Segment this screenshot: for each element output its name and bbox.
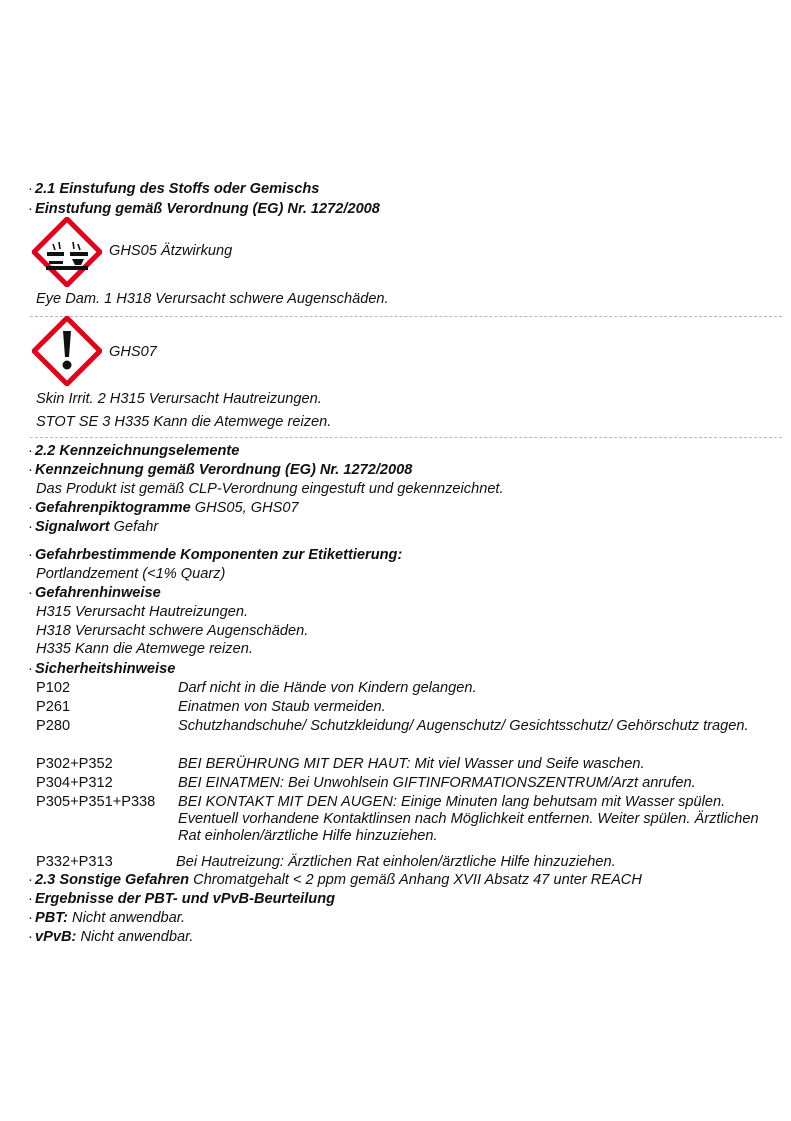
p-text: BEI KONTAKT MIT DEN AUGEN: Einige Minuten lang behutsam mit Wasser spülen. Eventuell vorhandene Kontaktlinsen nach Möglichkeit entfernen. Weiter spülen. Ärztlichen Rat einholen/ärztliche Hilfe hinzuziehen.	[178, 794, 759, 844]
chromate-text: Chromatgehalt < 2 ppm gemäß Anhang XVII Absatz 47 unter REACH	[193, 872, 642, 888]
p-code: P302+P352	[36, 756, 113, 772]
components-heading: · Gefahrbestimmende Komponenten zur Etikettierung:	[28, 547, 403, 563]
section-2-1-subheading: · Einstufung gemäß Verordnung (EG) Nr. 1272/2008	[28, 201, 380, 217]
section-2-3-heading: 2.3 Sonstige Gefahren	[35, 872, 190, 888]
clp-statement: Das Produkt ist gemäß CLP-Verordnung eingestuft und gekennzeichnet.	[36, 481, 504, 497]
h-statement: H335 Kann die Atemwege reizen.	[36, 641, 253, 657]
pictograms-row: · Gefahrenpiktogramme GHS05, GHS07	[28, 500, 299, 516]
ghs07-exclamation-icon	[32, 316, 102, 386]
ghs05-corrosion-icon	[32, 217, 102, 287]
section-2-2-subheading: · Kennzeichnung gemäß Verordnung (EG) Nr. 1272/2008	[28, 462, 413, 478]
section-2-2-heading: · 2.2 Kennzeichnungselemente	[28, 443, 240, 459]
p-code: P102	[36, 680, 71, 696]
hazard-statements-heading: · Gefahrenhinweise	[28, 585, 161, 601]
p-text: BEI EINATMEN: Bei Unwohlsein GIFTINFORMATIONSZENTRUM/Arzt anrufen.	[178, 775, 696, 791]
p-text: Einatmen von Staub vermeiden.	[178, 699, 386, 715]
pictograms-label: Gefahrenpiktogramme	[35, 500, 191, 516]
vpvb-value: Nicht anwendbar.	[80, 929, 194, 945]
p-code: P261	[36, 699, 71, 715]
pbt-value: Nicht anwendbar.	[72, 910, 186, 926]
vpvb-label: vPvB:	[35, 929, 77, 945]
p-text: Bei Hautreizung: Ärztlichen Rat einholen/ärztliche Hilfe hinzuziehen.	[176, 854, 616, 870]
vpvb-row: · vPvB: Nicht anwendbar.	[28, 929, 194, 945]
p-text: BEI BERÜHRUNG MIT DER HAUT: Mit viel Wasser und Seife waschen.	[178, 756, 645, 772]
divider	[30, 437, 782, 438]
skin-irrit-classification: Skin Irrit. 2 H315 Verursacht Hautreizungen.	[36, 391, 322, 407]
ghs05-label: GHS05 Ätzwirkung	[109, 243, 233, 259]
pbt-assessment-heading: · Ergebnisse der PBT- und vPvB-Beurteilung	[28, 891, 336, 907]
p-code: P332+P313	[36, 854, 113, 870]
divider	[30, 316, 782, 317]
signal-word-value: Gefahr	[113, 519, 159, 535]
precautionary-heading: · Sicherheitshinweise	[28, 661, 176, 677]
p-code: P305+P351+P338	[36, 794, 156, 810]
section-2-3-row: · 2.3 Sonstige Gefahren Chromatgehalt < 2 ppm gemäß Anhang XVII Absatz 47 unter REACH	[28, 872, 642, 888]
p-code: P304+P312	[36, 775, 113, 791]
h-statement: H318 Verursacht schwere Augenschäden.	[36, 623, 309, 639]
signal-word-label: Signalwort	[35, 519, 110, 535]
eye-dam-classification: Eye Dam. 1 H318 Verursacht schwere Augenschäden.	[36, 291, 389, 307]
ghs07-label: GHS07	[109, 344, 157, 360]
pbt-label: PBT:	[35, 910, 68, 926]
p-code: P280	[36, 718, 71, 734]
p-text: Darf nicht in die Hände von Kindern gelangen.	[178, 680, 477, 696]
p-text: Schutzhandschuhe/ Schutzkleidung/ Augenschutz/ Gesichtsschutz/ Gehörschutz tragen.	[178, 718, 749, 734]
section-2-1-heading: · 2.1 Einstufung des Stoffs oder Gemischs	[28, 181, 320, 197]
pictograms-value: GHS05, GHS07	[194, 500, 299, 516]
stot-se-classification: STOT SE 3 H335 Kann die Atemwege reizen.	[36, 414, 332, 430]
h-statement: H315 Verursacht Hautreizungen.	[36, 604, 249, 620]
components-value: Portlandzement (<1% Quarz)	[36, 566, 226, 582]
signal-word-row: · Signalwort Gefahr	[28, 519, 159, 535]
pbt-row: · PBT: Nicht anwendbar.	[28, 910, 186, 926]
